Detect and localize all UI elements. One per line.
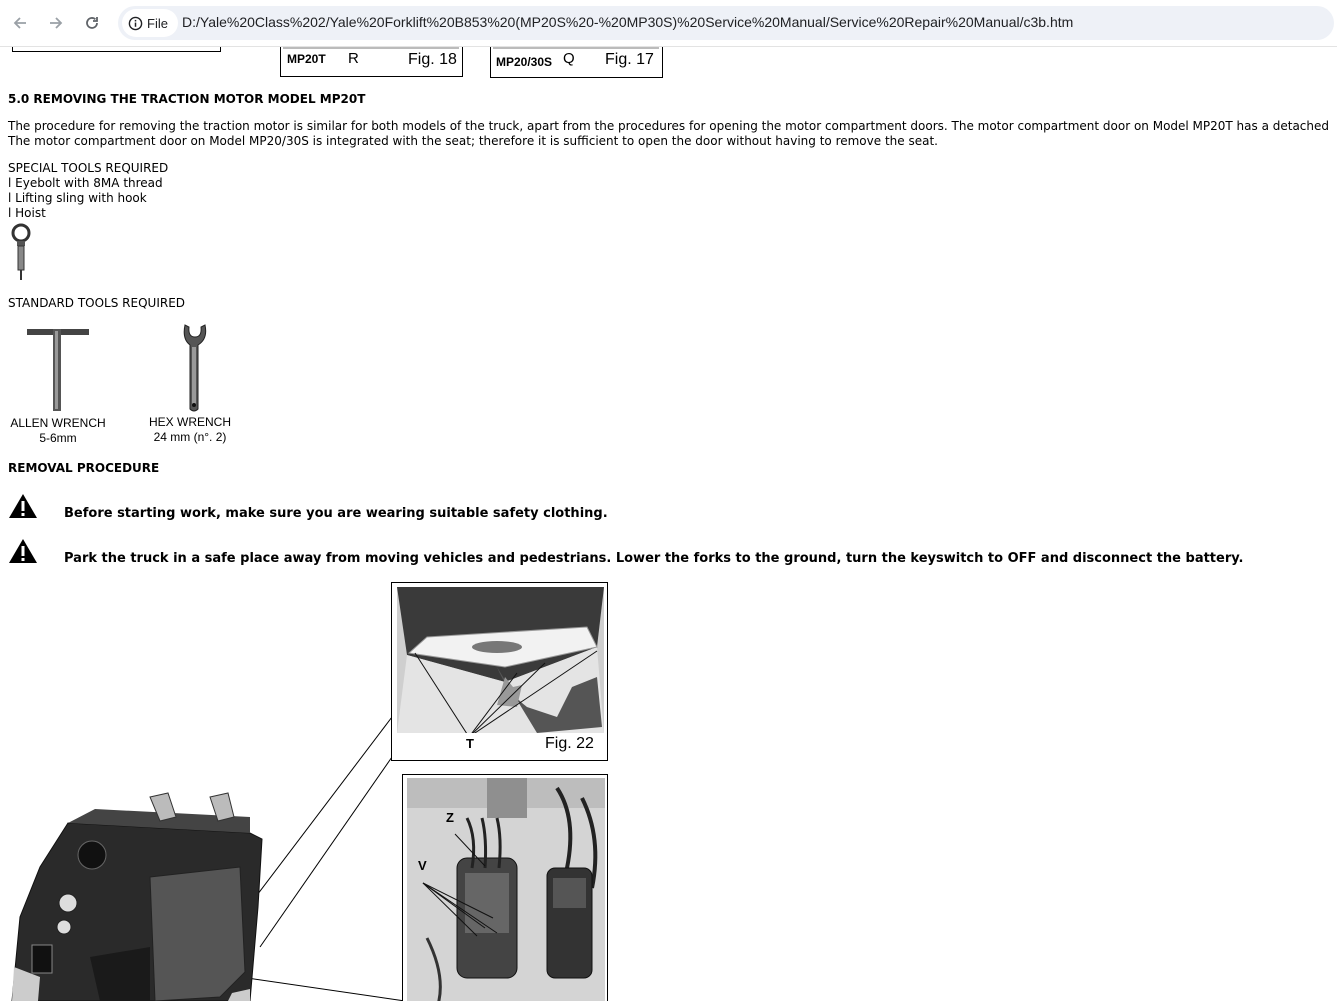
section-heading: 5.0 REMOVING THE TRACTION MOTOR MODEL MP20T: [8, 92, 366, 106]
figure-18-image: [283, 47, 459, 50]
figure-17-caption: Fig. 17: [605, 51, 654, 68]
figure-23: [402, 774, 608, 1001]
special-tool-item: l Lifting sling with hook: [8, 191, 147, 205]
address-bar[interactable]: [118, 6, 1334, 40]
site-info-chip[interactable]: [122, 9, 178, 37]
figure-22-letter: T: [466, 736, 474, 751]
figure-17-model: MP20/30S: [496, 55, 553, 69]
figure-18-caption: Fig. 18: [408, 51, 457, 68]
paragraph-line-1: The procedure for removing the traction motor is similar for both models of the truck, apart from the procedures for opening the motor compartment doors. The motor compartment door on Model MP20T has a detached: [8, 119, 1330, 133]
page-content: [0, 47, 1337, 1001]
browser-toolbar: [0, 0, 1337, 47]
figure-18-letter: R: [348, 50, 359, 67]
hex-wrench-icon: [180, 323, 210, 413]
figure-17-image: [493, 47, 659, 50]
clipped-figure-box: [12, 47, 221, 52]
allen-wrench-label: [9, 416, 107, 446]
figure-18: [280, 47, 463, 77]
allen-wrench-size: 5-6mm: [39, 431, 77, 445]
reload-button[interactable]: [81, 12, 103, 34]
figure-23-image: [407, 778, 605, 1001]
special-tool-item: l Eyebolt with 8MA thread: [8, 176, 163, 190]
special-tools-title: SPECIAL TOOLS REQUIRED: [8, 161, 169, 175]
figure-18-model: MP20T: [287, 52, 326, 66]
url-text[interactable]: D:/Yale%20Class%202/Yale%20Forklift%20B853%20(MP20S%20-%20MP30S)%20Service%20Manual/Service%20Repair%20Manual/c3b.htm: [182, 14, 1074, 30]
figure-23-letter-v: V: [418, 858, 427, 873]
arrow-right-icon: [48, 15, 64, 31]
warning-triangle-icon: [8, 493, 38, 519]
special-tool-item: l Hoist: [8, 206, 46, 220]
back-button[interactable]: [9, 12, 31, 34]
figure-22-image: [397, 587, 604, 733]
warning-text: Park the truck in a safe place away from moving vehicles and pedestrians. Lower the forks to the ground, turn the keyswitch to OFF and disconnect the battery.: [64, 551, 1244, 566]
allen-wrench-name: ALLEN WRENCH: [10, 416, 106, 430]
figure-17-letter: Q: [563, 50, 575, 67]
site-label: File: [147, 15, 168, 31]
forward-button[interactable]: [45, 12, 67, 34]
allen-wrench-icon: [24, 327, 92, 413]
hex-wrench-size: 24 mm (n°. 2): [153, 430, 227, 444]
figure-17: [490, 47, 663, 78]
hex-wrench-label: [140, 415, 240, 445]
paragraph-line-2: The motor compartment door on Model MP20/30S is integrated with the seat; therefore it is sufficient to open the door without having to remove the seat.: [8, 134, 938, 148]
figure-23-letter-z: Z: [446, 810, 454, 825]
warning-text: Before starting work, make sure you are wearing suitable safety clothing.: [64, 506, 608, 521]
warning-triangle-icon: [8, 538, 38, 564]
removal-title: REMOVAL PROCEDURE: [8, 461, 160, 475]
arrow-left-icon: [12, 15, 28, 31]
figure-22-caption: Fig. 22: [545, 735, 594, 752]
reload-icon: [84, 15, 100, 31]
info-icon: [128, 16, 143, 31]
figure-22: [391, 582, 608, 761]
standard-tools-title: STANDARD TOOLS REQUIRED: [8, 296, 186, 310]
eyebolt-icon: [8, 223, 34, 281]
hex-wrench-name: HEX WRENCH: [148, 415, 231, 429]
